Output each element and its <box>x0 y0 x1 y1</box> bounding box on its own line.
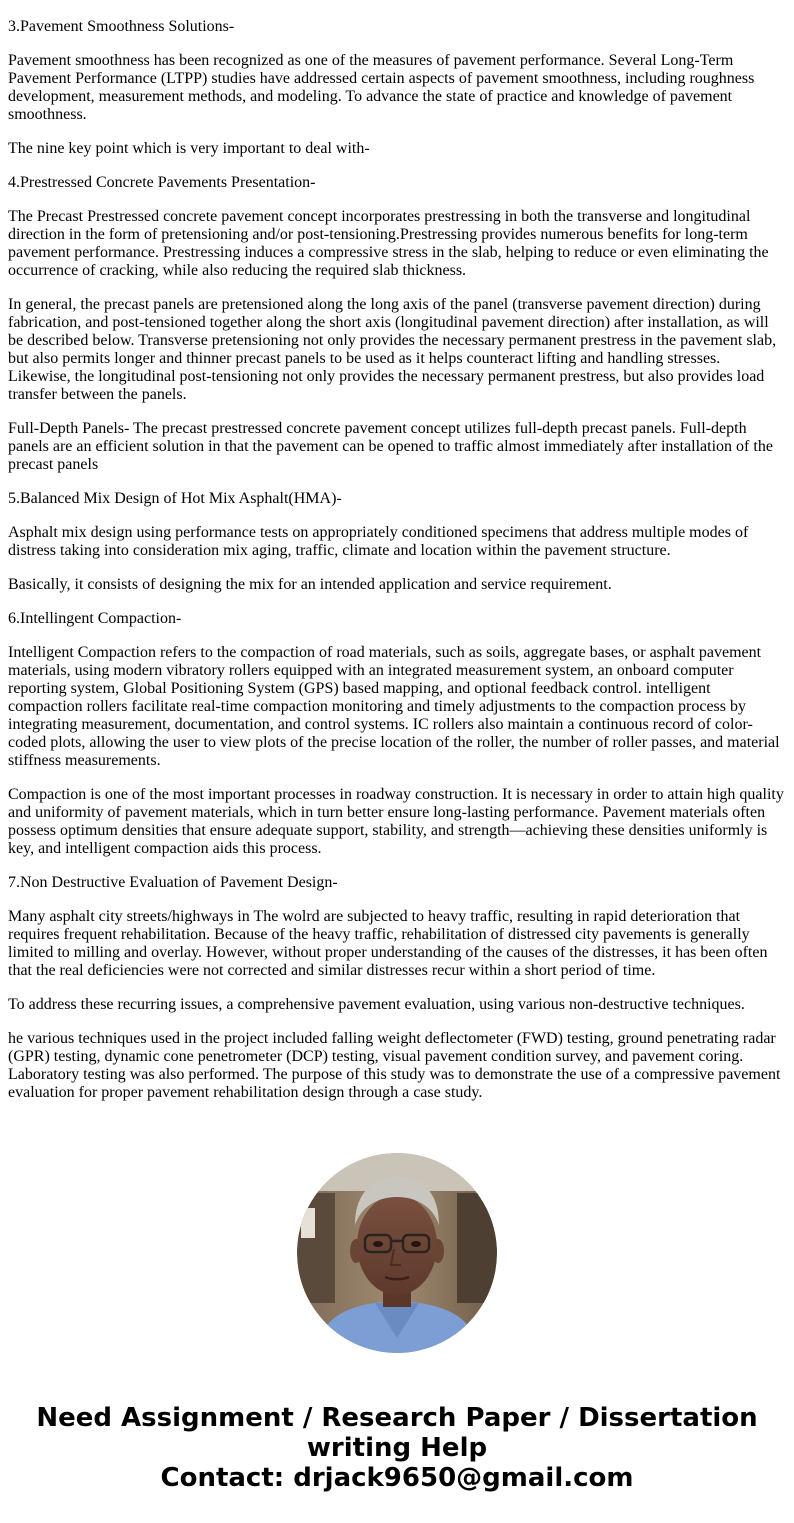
section-heading-6: 6.Intellingent Compaction- <box>8 610 182 627</box>
section-heading-5: 5.Balanced Mix Design of Hot Mix Asphalt(HMA)- <box>8 490 342 507</box>
paragraph: Full-Depth Panels- The precast prestressed concrete pavement concept utilizes full-depth precast panels. Full-depth panels are an efficient solution in that the pavement can be opened to traffic almost immediately after installation of the precast panels <box>8 420 773 473</box>
paragraph: Many asphalt city streets/highways in The wolrd are subjected to heavy traffic, resulting in rapid deterioration that requires frequent rehabilitation. Because of the heavy traffic, rehabilitation of distressed city pavements is generally limited to milling and overlay. However, without proper understanding of the causes of the distresses, it has been often that the real deficiencies were not corrected and similar distresses recur within a short period of time. <box>8 908 768 979</box>
article-body <box>8 0 786 1118</box>
contact-banner <box>0 1403 794 1493</box>
paragraph: The Precast Prestressed concrete pavement concept incorporates prestressing in both the transverse and longitudinal direction in the form of pretensioning and/or post-tensioning.Prestressing provides numerous benefits for long-term pavement performance. Prestressing induces a compressive stress in the slab, helping to reduce or even eliminating the occurrence of cracking, while also reducing the required slab thickness. <box>8 208 769 279</box>
paragraph: Asphalt mix design using performance tests on appropriately conditioned specimens that address multiple modes of distress taking into consideration mix aging, traffic, climate and location within the pavement structure. <box>8 524 749 559</box>
paragraph: he various techniques used in the project included falling weight deflectometer (FWD) testing, ground penetrating radar (GPR) testing, dynamic cone penetrometer (DCP) testing, visual pavement condition survey, and pavement coring. Laboratory testing was also performed. The purpose of this study was to demonstrate the use of a compressive pavement evaluation for proper pavement rehabilitation design through a case study. <box>8 1030 781 1101</box>
contact-email: Contact: drjack9650@gmail.com <box>160 1463 634 1493</box>
banner-line-2: writing Help <box>306 1433 488 1463</box>
section-heading-3: 3.Pavement Smoothness Solutions- <box>8 18 235 35</box>
paragraph: In general, the precast panels are pretensioned along the long axis of the panel (transverse pavement direction) during fabrication, and post-tensioned together along the short axis (longitudinal pavement direction) after installation, as will be described below. Transverse pretensioning not only provides the necessary permanent prestress in the pavement slab, but also permits longer and thinner precast panels to be used as it helps counteract lifting and handling stresses. Likewise, the longitudinal post-tensioning not only provides the necessary permanent prestress, but also provides load transfer between the panels. <box>8 296 777 403</box>
section-heading-7: 7.Non Destructive Evaluation of Pavement Design- <box>8 874 338 891</box>
paragraph: Pavement smoothness has been recognized as one of the measures of pavement performance. Several Long-Term Pavement Performance (LTPP) studies have addressed certain aspects of pavement smoothness, including roughness development, measurement methods, and modeling. To advance the state of practice and knowledge of pavement smoothness. <box>8 52 755 123</box>
author-photo <box>297 1153 497 1353</box>
paragraph: The nine key point which is very important to deal with- <box>8 140 370 157</box>
author-avatar <box>297 1153 497 1353</box>
banner-line-1: Need Assignment / Research Paper / Dissertation <box>36 1403 758 1433</box>
paragraph: Basically, it consists of designing the mix for an intended application and service requirement. <box>8 576 612 593</box>
paragraph: To address these recurring issues, a comprehensive pavement evaluation, using various non-destructive techniques. <box>8 996 745 1013</box>
section-heading-4: 4.Prestressed Concrete Pavements Presentation- <box>8 174 316 191</box>
paragraph: Intelligent Compaction refers to the compaction of road materials, such as soils, aggregate bases, or asphalt pavement materials, using modern vibratory rollers equipped with an integrated measurement system, an onboard computer reporting system, Global Positioning System (GPS) based mapping, and optional feedback control. intelligent compaction rollers facilitate real-time compaction monitoring and timely adjustments to the compaction process by integrating measurement, documentation, and control systems. IC rollers also maintain a continuous record of color-coded plots, allowing the user to view plots of the precise location of the roller, the number of roller passes, and material stiffness measurements. <box>8 644 780 769</box>
paragraph: Compaction is one of the most important processes in roadway construction. It is necessary in order to attain high quality and uniformity of pavement materials, which in turn better ensure long-lasting performance. Pavement materials often possess optimum densities that ensure adequate support, stability, and strength—achieving these densities uniformly is key, and intelligent compaction aids this process. <box>8 786 784 857</box>
paragraph-intro-tail <box>8 0 786 2</box>
